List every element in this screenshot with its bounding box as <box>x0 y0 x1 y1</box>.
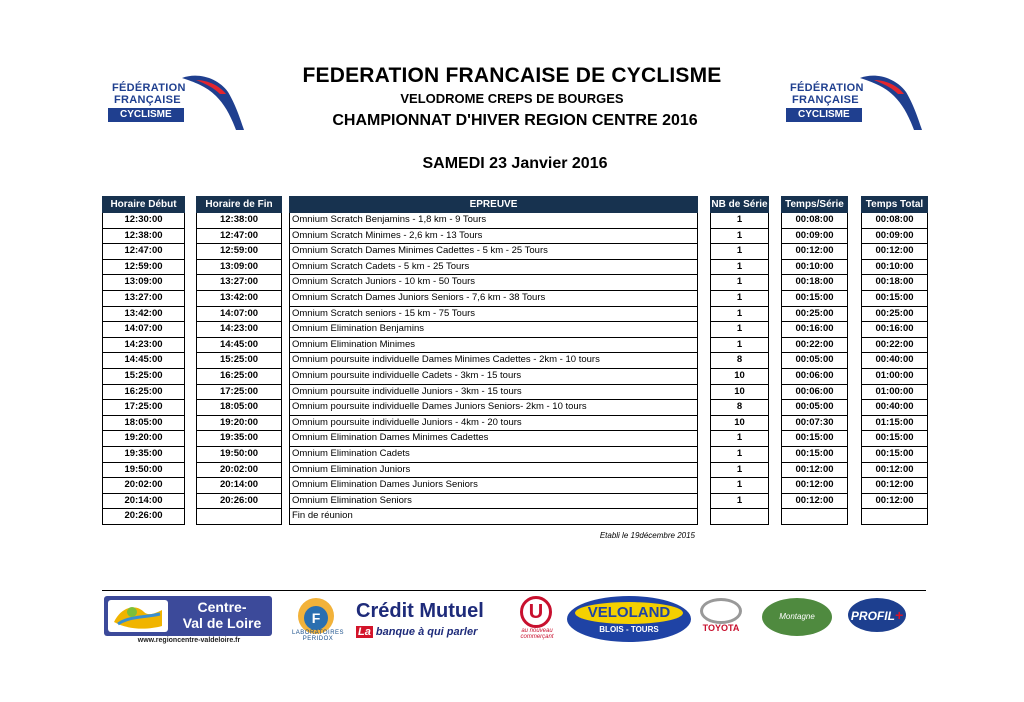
region-name-line1: Centre- <box>197 599 247 615</box>
table-cell-start: 17:25:00 <box>102 400 185 416</box>
table-cell-series: 1 <box>710 463 769 479</box>
sponsor-u-icon: U <box>520 596 552 628</box>
table-cell-per_series: 00:16:00 <box>781 322 848 338</box>
table-cell-start: 20:02:00 <box>102 478 185 494</box>
table-cell-series: 10 <box>710 416 769 432</box>
table-cell-series: 1 <box>710 307 769 323</box>
table-cell-per_series: 00:08:00 <box>781 213 848 229</box>
table-cell-end: 20:02:00 <box>196 463 282 479</box>
region-url: www.regioncentre-valdeloire.fr <box>137 637 241 644</box>
table-cell-end: 18:05:00 <box>196 400 282 416</box>
table-cell-series: 1 <box>710 447 769 463</box>
veloland-name: VELOLAND <box>575 602 683 624</box>
table-cell-event: Omnium Elimination Dames Minimes Cadettes <box>289 431 698 447</box>
profil-name: PROFIL <box>850 609 895 623</box>
table-cell-total: 00:22:00 <box>861 338 928 354</box>
table-cell-end: 19:20:00 <box>196 416 282 432</box>
table-cell-series: 10 <box>710 369 769 385</box>
column-header-time-per-series: Temps/Série <box>781 196 848 213</box>
table-cell-end: 14:07:00 <box>196 307 282 323</box>
table-cell-total: 00:25:00 <box>861 307 928 323</box>
table-cell-start: 14:07:00 <box>102 322 185 338</box>
sponsor-toyota: TOYOTA <box>702 623 740 633</box>
table-cell-start: 14:45:00 <box>102 353 185 369</box>
table-cell-per_series: 00:12:00 <box>781 494 848 510</box>
table-cell-total: 00:15:00 <box>861 291 928 307</box>
table-cell-per_series: 00:12:00 <box>781 463 848 479</box>
sponsor-u-tagline: au nouveau commerçant <box>520 628 554 640</box>
toyota-emblem-icon <box>700 598 742 624</box>
table-cell-start: 14:23:00 <box>102 338 185 354</box>
table-cell-start: 16:25:00 <box>102 385 185 401</box>
table-cell-end: 12:47:00 <box>196 229 282 245</box>
table-cell-end: 12:38:00 <box>196 213 282 229</box>
region-name <box>174 599 270 631</box>
ffc-logo-line2: FRANÇAISE <box>792 94 859 106</box>
table-cell-series: 1 <box>710 244 769 260</box>
credit-mutuel-tagline-text: banque à qui parler <box>372 626 478 638</box>
table-cell-event: Omnium poursuite individuelle Dames Minimes Cadettes - 2km - 10 tours <box>289 353 698 369</box>
table-cell-start: 19:35:00 <box>102 447 185 463</box>
table-cell-end: 12:59:00 <box>196 244 282 260</box>
table-cell-series <box>710 509 769 525</box>
table-cell-event: Omnium Scratch Dames Minimes Cadettes - 5 km - 25 Tours <box>289 244 698 260</box>
region-name-line2: Val de Loire <box>182 615 262 631</box>
sponsor-lab-name: LABORATOIRES PERIDOX <box>291 630 345 642</box>
region-map-icon <box>108 600 168 632</box>
table-cell-start: 19:20:00 <box>102 431 185 447</box>
table-cell-total: 01:00:00 <box>861 385 928 401</box>
table-cell-end: 13:42:00 <box>196 291 282 307</box>
table-cell-series: 10 <box>710 385 769 401</box>
sponsor-region-centre <box>104 596 272 636</box>
table-cell-end: 14:45:00 <box>196 338 282 354</box>
ffc-logo-line2: FRANÇAISE <box>114 94 181 106</box>
table-cell-total: 00:12:00 <box>861 463 928 479</box>
event-date: SAMEDI 23 Janvier 2016 <box>422 155 608 172</box>
table-cell-series: 1 <box>710 494 769 510</box>
table-cell-event: Omnium Scratch Dames Juniors Seniors - 7,6 km - 38 Tours <box>289 291 698 307</box>
table-cell-series: 8 <box>710 353 769 369</box>
table-cell-per_series: 00:12:00 <box>781 244 848 260</box>
table-cell-series: 1 <box>710 275 769 291</box>
column-header-total-time: Temps Total <box>861 196 928 213</box>
ffc-logo-line1: FÉDÉRATION <box>112 82 186 94</box>
ffc-logo-line3: CYCLISME <box>786 108 862 122</box>
table-cell-series: 1 <box>710 431 769 447</box>
table-cell-event: Omnium Scratch Juniors - 10 km - 50 Tours <box>289 275 698 291</box>
table-cell-per_series: 00:22:00 <box>781 338 848 354</box>
table-cell-total: 00:40:00 <box>861 400 928 416</box>
table-cell-per_series: 00:06:00 <box>781 385 848 401</box>
table-cell-start: 12:38:00 <box>102 229 185 245</box>
table-cell-series: 1 <box>710 338 769 354</box>
table-cell-total: 00:10:00 <box>861 260 928 276</box>
table-cell-event: Omnium Scratch seniors - 15 km - 75 Tours <box>289 307 698 323</box>
table-cell-total: 00:08:00 <box>861 213 928 229</box>
table-cell-event: Omnium poursuite individuelle Cadets - 3km - 15 tours <box>289 369 698 385</box>
table-cell-start: 20:26:00 <box>102 509 185 525</box>
table-cell-start: 12:59:00 <box>102 260 185 276</box>
table-cell-start: 12:30:00 <box>102 213 185 229</box>
table-cell-total: 00:16:00 <box>861 322 928 338</box>
sponsor-montagne: Montagne <box>762 598 832 636</box>
profil-plus-icon: + <box>894 607 904 623</box>
table-cell-end: 14:23:00 <box>196 322 282 338</box>
column-time-per-series <box>781 196 848 525</box>
table-cell-end: 15:25:00 <box>196 353 282 369</box>
table-cell-total: 00:12:00 <box>861 244 928 260</box>
table-cell-end: 17:25:00 <box>196 385 282 401</box>
column-header-series: NB de Série <box>710 196 769 213</box>
table-cell-per_series: 00:12:00 <box>781 478 848 494</box>
table-cell-per_series: 00:07:30 <box>781 416 848 432</box>
veloland-cities: BLOIS - TOURS <box>599 625 659 634</box>
table-cell-per_series: 00:06:00 <box>781 369 848 385</box>
table-cell-event: Omnium poursuite individuelle Juniors - 3km - 15 tours <box>289 385 698 401</box>
table-cell-start: 12:47:00 <box>102 244 185 260</box>
table-cell-per_series: 00:05:00 <box>781 353 848 369</box>
table-cell-per_series: 00:15:00 <box>781 431 848 447</box>
table-cell-series: 1 <box>710 229 769 245</box>
table-cell-end: 20:26:00 <box>196 494 282 510</box>
column-header-start: Horaire Début <box>102 196 185 213</box>
column-start-time <box>102 196 185 525</box>
table-cell-event: Omnium poursuite individuelle Dames Juniors Seniors- 2km - 10 tours <box>289 400 698 416</box>
table-cell-series: 8 <box>710 400 769 416</box>
championship-title: CHAMPIONNAT D'HIVER REGION CENTRE 2016 <box>332 112 698 129</box>
table-cell-start: 19:50:00 <box>102 463 185 479</box>
sponsor-credit-mutuel: Crédit Mutuel <box>356 600 484 622</box>
table-cell-end: 13:09:00 <box>196 260 282 276</box>
table-cell-per_series: 00:09:00 <box>781 229 848 245</box>
table-cell-start: 18:05:00 <box>102 416 185 432</box>
table-cell-event: Omnium Elimination Cadets <box>289 447 698 463</box>
table-cell-event: Omnium Elimination Dames Juniors Seniors <box>289 478 698 494</box>
table-cell-total: 01:15:00 <box>861 416 928 432</box>
column-event <box>289 196 698 525</box>
table-cell-event: Fin de réunion <box>289 509 698 525</box>
table-cell-end: 19:35:00 <box>196 431 282 447</box>
document-title: FEDERATION FRANCAISE DE CYCLISME <box>302 64 722 87</box>
table-cell-event: Omnium Scratch Cadets - 5 km - 25 Tours <box>289 260 698 276</box>
table-cell-series: 1 <box>710 322 769 338</box>
table-cell-per_series: 00:15:00 <box>781 447 848 463</box>
table-cell-total: 00:18:00 <box>861 275 928 291</box>
table-cell-per_series: 00:18:00 <box>781 275 848 291</box>
table-cell-per_series: 00:05:00 <box>781 400 848 416</box>
column-end-time <box>196 196 282 525</box>
table-cell-event: Omnium Scratch Minimes - 2,6 km - 13 Tours <box>289 229 698 245</box>
table-cell-end: 16:25:00 <box>196 369 282 385</box>
ffc-logo-line1: FÉDÉRATION <box>790 82 864 94</box>
sponsor-credit-mutuel-tagline <box>356 626 499 640</box>
table-cell-total: 00:15:00 <box>861 431 928 447</box>
table-cell-event: Omnium Elimination Minimes <box>289 338 698 354</box>
column-header-event: EPREUVE <box>289 196 698 213</box>
table-cell-event: Omnium Elimination Seniors <box>289 494 698 510</box>
table-cell-per_series: 00:10:00 <box>781 260 848 276</box>
table-cell-series: 1 <box>710 478 769 494</box>
column-total-time <box>861 196 928 525</box>
table-cell-total: 00:12:00 <box>861 478 928 494</box>
table-cell-per_series <box>781 509 848 525</box>
sponsor-profil <box>848 598 906 632</box>
table-cell-per_series: 00:25:00 <box>781 307 848 323</box>
table-cell-start: 13:27:00 <box>102 291 185 307</box>
column-header-end: Horaire de Fin <box>196 196 282 213</box>
table-cell-series: 1 <box>710 213 769 229</box>
table-cell-start: 20:14:00 <box>102 494 185 510</box>
venue-title: VELODROME CREPS DE BOURGES <box>400 91 624 106</box>
table-cell-total: 00:12:00 <box>861 494 928 510</box>
table-cell-start: 13:09:00 <box>102 275 185 291</box>
ffc-logo-line3: CYCLISME <box>108 108 184 122</box>
established-note: Etabli le 19décembre 2015 <box>599 531 695 540</box>
table-cell-total: 01:00:00 <box>861 369 928 385</box>
table-cell-total: 00:40:00 <box>861 353 928 369</box>
column-series <box>710 196 769 525</box>
table-cell-end <box>196 509 282 525</box>
table-cell-series: 1 <box>710 260 769 276</box>
table-cell-end: 19:50:00 <box>196 447 282 463</box>
table-cell-series: 1 <box>710 291 769 307</box>
table-cell-total: 00:09:00 <box>861 229 928 245</box>
table-cell-event: Omnium Elimination Juniors <box>289 463 698 479</box>
table-cell-end: 13:27:00 <box>196 275 282 291</box>
table-cell-start: 13:42:00 <box>102 307 185 323</box>
table-cell-total: 00:15:00 <box>861 447 928 463</box>
svg-text:F: F <box>311 610 321 626</box>
table-cell-event: Omnium poursuite individuelle Juniors - 4km - 20 tours <box>289 416 698 432</box>
credit-mutuel-la: La <box>358 626 371 638</box>
footer-divider <box>102 590 926 591</box>
table-cell-total <box>861 509 928 525</box>
table-cell-event: Omnium Elimination Benjamins <box>289 322 698 338</box>
table-cell-per_series: 00:15:00 <box>781 291 848 307</box>
sponsor-veloland <box>567 596 691 642</box>
table-cell-end: 20:14:00 <box>196 478 282 494</box>
table-cell-event: Omnium Scratch Benjamins - 1,8 km - 9 Tours <box>289 213 698 229</box>
table-cell-start: 15:25:00 <box>102 369 185 385</box>
